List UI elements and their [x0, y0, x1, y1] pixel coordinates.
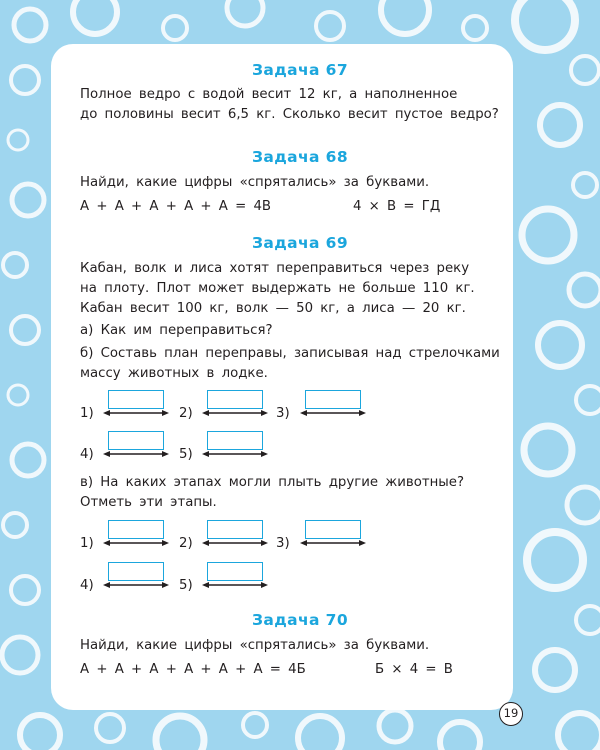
answer-box[interactable] — [207, 562, 263, 581]
step-label-2: 2) — [179, 536, 193, 551]
double-arrow-icon — [300, 408, 366, 418]
step-label-5: 5) — [179, 578, 193, 593]
answer-box[interactable] — [108, 390, 164, 409]
double-arrow-icon — [202, 580, 268, 590]
task-69-part-b-line-1: б) Составь план переправы, записывая над стрелочками — [80, 346, 500, 361]
task-70-equation-right: Б × 4 = В — [375, 662, 453, 677]
task-69-part-c-line-2: Отметь эти этапы. — [80, 495, 217, 510]
step-label-3: 3) — [276, 406, 290, 421]
task-69-text-line-3: Кабан весит 100 кг, волк — 50 кг, а лиса — 20 кг. — [80, 301, 466, 316]
answer-box[interactable] — [207, 390, 263, 409]
step-label-1: 1) — [80, 406, 94, 421]
task-68-equation-right: 4 × В = ГД — [353, 199, 441, 214]
task-70-equation-left: А + А + А + А + А + А = 4Б — [80, 662, 306, 677]
answer-box[interactable] — [108, 520, 164, 539]
task-67-text-line-2: до половины весит 6,5 кг. Сколько весит пустое ведро? — [80, 107, 499, 122]
task-69-title: Задача 69 — [251, 234, 349, 252]
task-70-title: Задача 70 — [251, 611, 349, 629]
answer-box[interactable] — [108, 431, 164, 450]
step-label-3: 3) — [276, 536, 290, 551]
task-68-title: Задача 68 — [251, 148, 349, 166]
answer-box[interactable] — [305, 520, 361, 539]
double-arrow-icon — [103, 580, 169, 590]
step-label-4: 4) — [80, 447, 94, 462]
step-label-4: 4) — [80, 578, 94, 593]
task-68-equation-left: А + А + А + А + А = 4В — [80, 199, 272, 214]
task-69-part-a: а) Как им переправиться? — [80, 323, 273, 338]
page-number: 19 — [499, 702, 523, 726]
double-arrow-icon — [103, 538, 169, 548]
task-70-text: Найди, какие цифры «спрятались» за буквами. — [80, 638, 430, 653]
task-69-text-line-1: Кабан, волк и лиса хотят переправиться через реку — [80, 261, 470, 276]
double-arrow-icon — [202, 449, 268, 459]
answer-box[interactable] — [207, 431, 263, 450]
task-67-text-line-1: Полное ведро с водой весит 12 кг, а наполненное — [80, 87, 458, 102]
answer-box[interactable] — [305, 390, 361, 409]
task-69-part-c-line-1: в) На каких этапах могли плыть другие животные? — [80, 475, 465, 490]
answer-box[interactable] — [207, 520, 263, 539]
double-arrow-icon — [202, 408, 268, 418]
step-label-5: 5) — [179, 447, 193, 462]
double-arrow-icon — [300, 538, 366, 548]
step-label-1: 1) — [80, 536, 94, 551]
task-68-text: Найди, какие цифры «спрятались» за буквами. — [80, 175, 430, 190]
double-arrow-icon — [103, 408, 169, 418]
step-label-2: 2) — [179, 406, 193, 421]
task-69-part-b-line-2: массу животных в лодке. — [80, 366, 268, 381]
double-arrow-icon — [202, 538, 268, 548]
answer-box[interactable] — [108, 562, 164, 581]
task-69-text-line-2: на плоту. Плот может выдержать не больше 110 кг. — [80, 281, 475, 296]
double-arrow-icon — [103, 449, 169, 459]
task-67-title: Задача 67 — [251, 61, 349, 79]
